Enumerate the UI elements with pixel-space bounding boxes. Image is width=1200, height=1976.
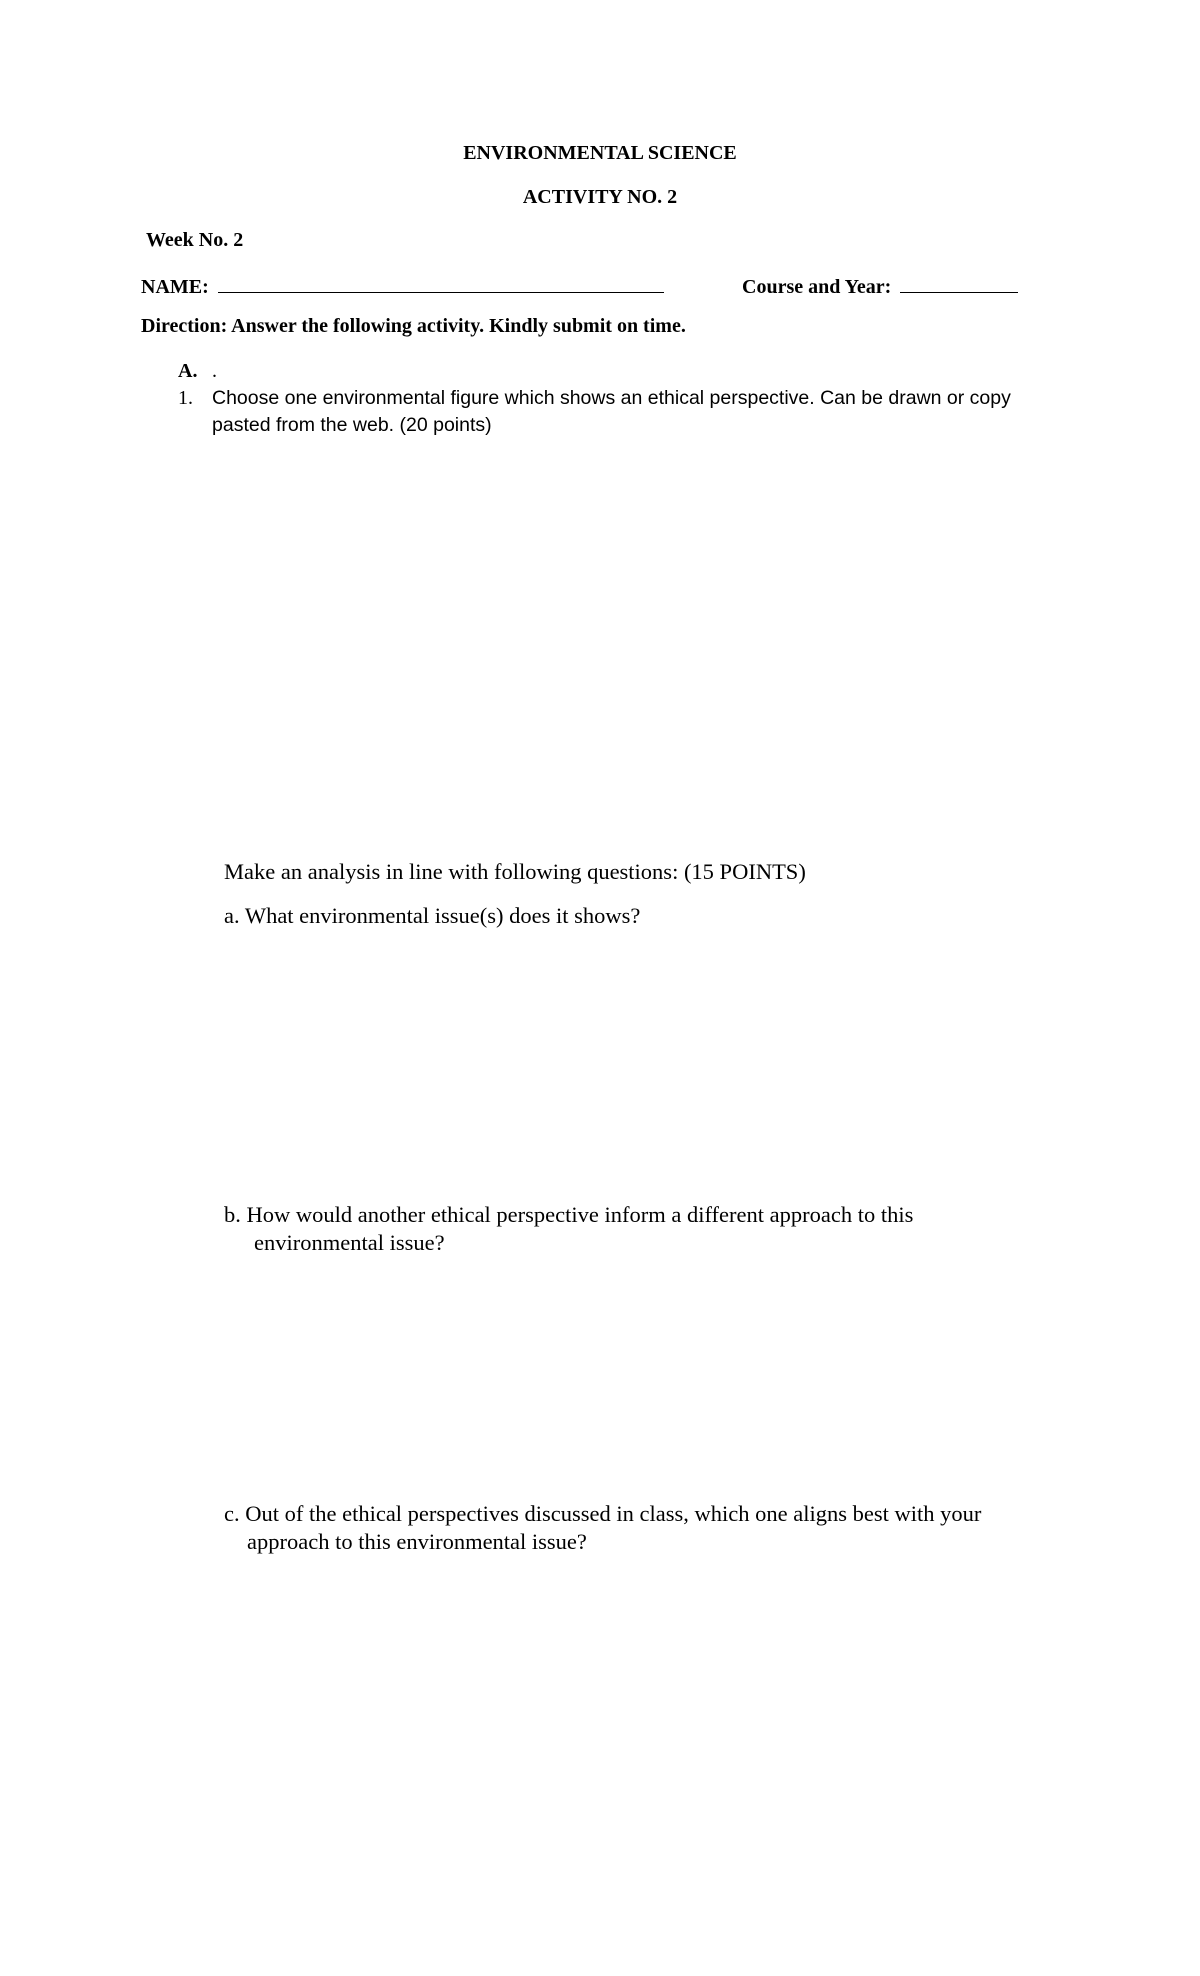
name-field [141, 272, 664, 299]
item-number: 1. [178, 387, 193, 409]
section-label-dot: . [212, 360, 217, 382]
course-year-field [742, 272, 1018, 299]
question-b-line1: b. How would another ethical perspective inform a different approach to this [224, 1202, 914, 1227]
name-label: NAME: [141, 276, 209, 298]
question-c-line1: c. Out of the ethical perspectives discussed in class, which one aligns best with your [224, 1501, 982, 1526]
question-a: a. What environmental issue(s) does it shows? [224, 903, 641, 928]
item-text-line1: Choose one environmental figure which shows an ethical perspective. Can be drawn or copy [212, 387, 1011, 409]
activity-title: ACTIVITY NO. 2 [522, 186, 678, 208]
course-year-blank-line [900, 272, 1018, 293]
course-year-label: Course and Year: [742, 276, 892, 298]
subject-title: ENVIRONMENTAL SCIENCE [463, 142, 737, 164]
question-c-line2: approach to this environmental issue? [247, 1529, 587, 1554]
direction-text: Direction: Answer the following activity. Kindly submit on time. [141, 315, 686, 337]
section-label: A. [178, 360, 198, 382]
analysis-intro: Make an analysis in line with following questions: (15 POINTS) [224, 859, 806, 884]
week-number: Week No. 2 [146, 229, 244, 251]
question-b-line2: environmental issue? [254, 1230, 445, 1255]
item-text-line2: pasted from the web. (20 points) [212, 414, 492, 436]
name-blank-line [218, 272, 664, 293]
